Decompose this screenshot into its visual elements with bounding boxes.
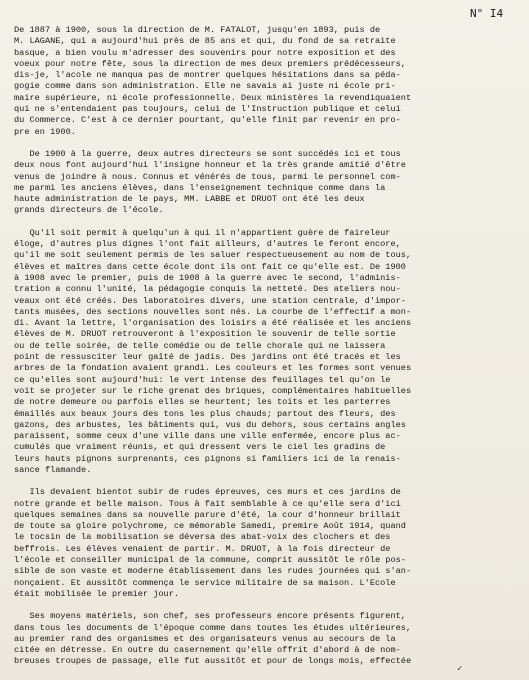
text-line: pre en 1900. bbox=[14, 126, 76, 137]
paragraph bbox=[14, 149, 526, 217]
text-line: maire supérieure, ni école professionnelle. Deux ministères la revendiquaient bbox=[14, 92, 412, 103]
text-line: haute administration de le pays, MM. LABBE et DRUOT ont été les deux bbox=[14, 194, 365, 205]
text-line: De 1900 à la guerre, deux autres directeurs se sont succédés ici et tous bbox=[14, 148, 401, 159]
text-line: notre grande et belle maison. Tous à fait semblable à ce qu'elle sera d'ici bbox=[14, 498, 401, 509]
text-line: gazons, des arbustes, les bâtiments qui, vus du dehors, sous certains angles bbox=[14, 419, 406, 430]
text-line: voit se projeter sur le riche grenat des briques, complémentaires habituelles bbox=[14, 385, 412, 396]
text-line: tration a connu l'unité, la pédagogie conquis la netteté. Des ateliers nou- bbox=[14, 284, 401, 295]
text-line: l'école et conseiller municipal de la commune, comprit aussitôt le rôle pos- bbox=[14, 555, 406, 566]
text-line: du Commerce. C'est à ce dernier pourtant, qu'elle finit par revenir en pro- bbox=[14, 115, 401, 126]
text-line: dans tous les documents de l'époque comme dans toutes les études ultérieures, bbox=[14, 622, 412, 633]
text-line: citée en détresse. En outre du casernement qu'elle offrit d'abord à de nom- bbox=[14, 645, 401, 656]
text-line: paraissent, somme ceux d'une ville dans une ville enfermée, encore plus ac- bbox=[14, 431, 401, 442]
handwritten-tick-mark: ✓ bbox=[457, 664, 463, 674]
text-line: point de ressusciter leur gaîté de jadis. Des jardins ont été tracés et les bbox=[14, 352, 401, 363]
text-line: de toute sa gloire polychrome, ce mémorable Samedi, premire Août 1914, quand bbox=[14, 521, 406, 532]
text-line: beffrois. Les élèves venaient de partir. M. DRUOT, à la fois directeur de bbox=[14, 543, 391, 554]
text-line: quelques semaines dans sa nouvelle parure d'été, la cour d'honneur brillait bbox=[14, 509, 401, 520]
text-line: dis-je, l'acole ne manqua pas de montrer quelques hésitations dans sa péda- bbox=[14, 70, 401, 81]
paragraph bbox=[14, 228, 526, 477]
text-line: le tocsin de la mobilisation se déversa des abat-voix des clochers et des bbox=[14, 532, 391, 543]
text-line: gogie comme dans son administration. Elle ne savais ai juste ni école pri- bbox=[14, 81, 396, 92]
text-line: au premier rand des organismes et des organisateurs venus au secours de la bbox=[14, 633, 396, 644]
text-line: De 1887 à 1900, sous la direction de M. FATALOT, jusqu'en 1893, puis de bbox=[14, 25, 381, 35]
text-line: était mobilisée le premier jour. bbox=[14, 588, 180, 599]
paragraph bbox=[14, 611, 526, 667]
text-line: M. LAGANE, qui a aujourd'hui près de 85 ans et qui, du fond de sa retraite bbox=[14, 36, 396, 47]
text-line: sible de son vaste et moderne établissement dans les rudes journées qui s'an- bbox=[14, 566, 412, 577]
text-line: leurs hauts pignons surprenants, ces pignons si familiers ici de la renais- bbox=[14, 453, 401, 464]
text-line: grands directeurs de l'école. bbox=[14, 205, 164, 216]
text-line: di. Avant la lettre, l'organisation des loisirs a été réalisée et les anciens bbox=[14, 318, 412, 329]
text-line: venus de joindre à nous. Connus et vénérés de tous, parmi le personnel com- bbox=[14, 171, 401, 182]
text-line: émaillés aux beaux jours des tons les plus chauds; partout des fleurs, des bbox=[14, 408, 396, 419]
text-line: de notre demeure ou parfois elles se heurtent; les toits et les parterres bbox=[14, 397, 391, 408]
text-line: me parmi les anciens élèves, dans l'enseignement technique comme dans la bbox=[14, 182, 386, 193]
text-line: deux nous font aujourd'hui l'insigne honneur et la très grande amitié d'être bbox=[14, 160, 406, 171]
text-line: Ses moyens matériels, son chef, ses professeurs encore présents figurent, bbox=[14, 611, 406, 622]
text-line: élèves et maîtres dans cette école dont ils ont fait ce qu'elle est. De 1900 bbox=[14, 261, 406, 272]
text-line: veaux ont été créés. Des laboratoires divers, une station centrale, d'impor- bbox=[14, 295, 406, 306]
text-line: tants musées, des sections nouvelles sont nés. La courbe de l'effectif a mon- bbox=[14, 306, 412, 317]
text-line: ou de telle soirée, de telle comédie ou de telle chorale qui ne laissera bbox=[14, 340, 386, 351]
text-line: breuses troupes de passage, elle fut aussitôt et pour de longs mois, effectée bbox=[14, 656, 412, 667]
text-line: ce qu'elles sont aujourd'hui: le vert intense des feuillages tel qu'on le bbox=[14, 374, 391, 385]
text-line: qu'il me soit seulement permis de les saluer respectueusement au nom de tous, bbox=[14, 250, 412, 261]
text-line: cumulés que vraiment réunis, et qui dressent vers le ciel les gradins de bbox=[14, 442, 386, 453]
text-line: nonçaient. Et aussitôt commença le service militaire de sa maison. L'Ecole bbox=[14, 577, 396, 588]
paragraph bbox=[14, 25, 526, 138]
text-line: basque, a bien voulu m'adresser des souvenirs pour notre exposition et des bbox=[14, 47, 396, 58]
text-line: Qu'il soit permit à quelqu'un à qui il n'appartient guère de faireleur bbox=[14, 227, 391, 238]
text-line: qui ne s'entendaient pas toujours, celui de l'Instruction publique et celui bbox=[14, 104, 401, 115]
text-line: sance flamande. bbox=[14, 464, 92, 475]
document-body bbox=[14, 25, 526, 679]
paragraph bbox=[14, 487, 526, 600]
text-line: élèves de M. DRUOT retrouveront à l'exposition le souvenir de telle sortie bbox=[14, 329, 396, 340]
text-line: voeux pour notre fête, sous la direction de mes deux premiers prédécesseurs, bbox=[14, 58, 406, 69]
text-line: arbres de la fondation avaient grandi. Les couleurs et les formes sont venues bbox=[14, 363, 412, 374]
text-line: Ils devaient bientot subir de rudes épreuves, ces murs et ces jardins de bbox=[14, 487, 401, 498]
page-number: N° I4 bbox=[470, 7, 504, 20]
text-line: éloge, d'autres plus dignes l'ont fait ailleurs, d'autres le feront encore, bbox=[14, 239, 401, 250]
text-line: à 1908 avec le premier, puis de 1908 à la guerre avec le second, l'adminis- bbox=[14, 272, 401, 283]
